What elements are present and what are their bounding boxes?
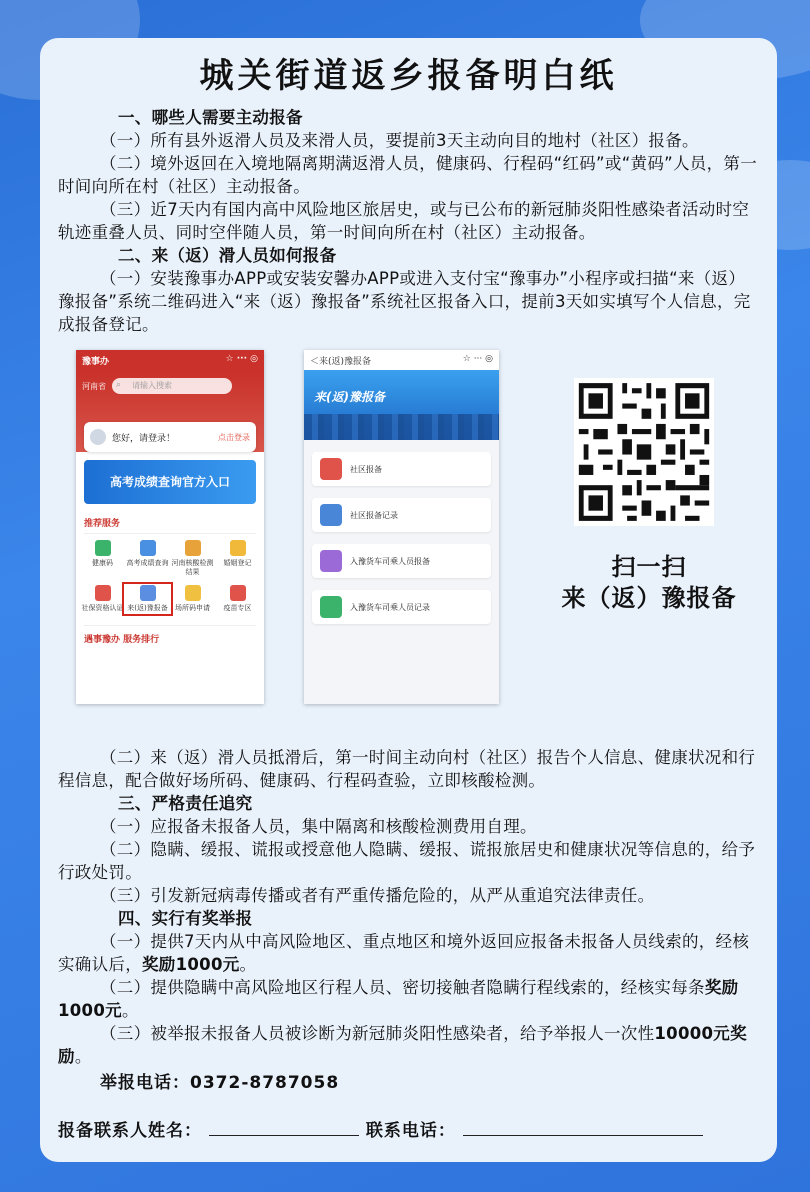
qr-caption-line-1: 扫一扫 bbox=[611, 553, 687, 581]
bottom-tabs[interactable]: 遇事豫办 服务排行 bbox=[84, 625, 256, 645]
section-1-heading: 一、哪些人需要主动报备 bbox=[118, 108, 303, 127]
community-icon bbox=[320, 458, 342, 480]
qr-caption bbox=[544, 552, 754, 614]
notice-card bbox=[40, 38, 777, 1162]
page-title: 城关街道返乡报备明白纸 bbox=[199, 56, 618, 96]
section-1-item-3: （三）近7天内有国内高中风险地区旅居史，或与已公布的新冠肺炎阳性感染者活动时空轨迹重叠人员、同时空伴随人员，第一时间向所在村（社区）主动报备。 bbox=[58, 200, 750, 242]
section-1-item-1: （一）所有县外返滑人员及来滑人员，要提前3天主动向目的地村（社区）报备。 bbox=[100, 131, 699, 150]
section-3-item-3: （三）引发新冠病毒传播或者有严重传播危险的，从严从重追究法律责任。 bbox=[100, 886, 655, 905]
test-icon bbox=[185, 540, 201, 556]
region-select[interactable]: 河南省 bbox=[82, 382, 106, 391]
health-code-icon bbox=[95, 540, 111, 556]
app-topbar bbox=[76, 350, 264, 372]
report-icon bbox=[140, 585, 156, 601]
report-back-title[interactable]: ＜来(返)豫报备 bbox=[310, 357, 372, 367]
social-security-icon bbox=[95, 585, 111, 601]
avatar bbox=[90, 429, 106, 445]
vaccine-icon bbox=[230, 585, 246, 601]
more-icon: ☆ ··· ◎ bbox=[225, 354, 258, 364]
reward-amount-1: 奖励1000元 bbox=[142, 955, 240, 974]
service-social-security[interactable]: 社保资格认证 bbox=[80, 585, 125, 613]
reward-amount-2: 奖励1000元 bbox=[58, 978, 739, 1020]
section-2-heading: 二、来（返）滑人员如何报备 bbox=[118, 246, 337, 265]
service-nucleic-test[interactable]: 河南核酸检测结果 bbox=[170, 540, 215, 577]
section-2-item-1: （一）安装豫事办APP或安装安馨办APP或进入支付宝“豫事办”小程序或扫描“来（返）豫报备”系统二维码进入“来（返）豫报备”系统社区报备入口，提前3天如实填写个人信息，完成报备登记。 bbox=[58, 269, 751, 334]
search-icon: ⌕ bbox=[116, 380, 122, 390]
services-title: 推荐服务 bbox=[84, 516, 256, 534]
city-skyline bbox=[304, 414, 499, 440]
section-3-item-2: （二）隐瞒、缓报、谎报或授意他人隐瞒、缓报、谎报旅居史和健康状况等信息的，给予行政处罚。 bbox=[58, 840, 756, 882]
login-button[interactable]: 点击登录 bbox=[218, 432, 250, 442]
report-header bbox=[304, 370, 499, 440]
section-4-item-2: （二）提供隐瞒中高风险地区行程人员、密切接触者隐瞒行程线索的，经核实每条奖励1000元。 bbox=[58, 978, 739, 1020]
section-3-item-1: （一）应报备未报备人员，集中隔离和核酸检测费用自理。 bbox=[100, 817, 537, 836]
yushiban-app-screenshot bbox=[76, 350, 264, 704]
service-vaccine[interactable]: 疫苗专区 bbox=[215, 585, 260, 613]
contact-name-field[interactable] bbox=[209, 1119, 359, 1136]
service-venue-code[interactable]: 场所码申请 bbox=[170, 585, 215, 613]
app-screenshots bbox=[58, 350, 759, 740]
service-health-code[interactable]: 健康码 bbox=[80, 540, 125, 577]
service-marriage[interactable]: 婚姻登记 bbox=[215, 540, 260, 577]
more-icon: ☆ ··· ◎ bbox=[462, 354, 493, 364]
app-name: 豫事办 bbox=[82, 357, 110, 367]
contact-line bbox=[58, 1116, 703, 1141]
report-system-screenshot bbox=[304, 350, 499, 704]
section-4-item-3: （三）被举报未报备人员被诊断为新冠肺炎阳性感染者，给予举报人一次性10000元奖励。 bbox=[58, 1024, 747, 1066]
qr-code-icon bbox=[574, 378, 714, 526]
menu-truck-report[interactable]: 入豫货车司乘人员报备 bbox=[312, 544, 491, 578]
venue-code-icon bbox=[185, 585, 201, 601]
login-bar[interactable] bbox=[84, 422, 256, 452]
section-1-item-2: （二）境外返回在入境地隔离期满返滑人员，健康码、行程码“红码”或“黄码”人员，第一时间向所在村（社区）主动报备。 bbox=[58, 154, 757, 196]
contact-phone-label: 联系电话： bbox=[365, 1121, 456, 1141]
marriage-icon bbox=[230, 540, 246, 556]
contact-name-label: 报备联系人姓名： bbox=[58, 1121, 202, 1141]
truck-record-icon bbox=[320, 596, 342, 618]
menu-truck-record[interactable]: 入豫货车司乘人员记录 bbox=[312, 590, 491, 624]
qr-caption-line-2: 来（返）豫报备 bbox=[561, 584, 737, 612]
section-4-item-1: （一）提供7天内从中高风险地区、重点地区和境外返回应报备未报备人员线索的，经核实确认后，奖励1000元。 bbox=[58, 932, 750, 974]
report-phone: 举报电话：0372-8787058 bbox=[100, 1073, 340, 1093]
section-3-heading: 三、严格责任追究 bbox=[118, 794, 253, 813]
report-header-title: 来(返)豫报备 bbox=[314, 390, 385, 404]
section-2-item-2: （二）来（返）滑人员抵滑后，第一时间主动向村（社区）报告个人信息、健康状况和行程信息，配合做好场所码、健康码、行程码查验，立即核酸检测。 bbox=[58, 748, 756, 790]
services-grid bbox=[80, 540, 260, 613]
login-hint: 您好，请登录！ bbox=[112, 433, 176, 444]
service-exam-score[interactable]: 高考成绩查询 bbox=[125, 540, 170, 577]
truck-icon bbox=[320, 550, 342, 572]
search-input[interactable]: 请输入搜索 bbox=[112, 378, 232, 394]
reward-amount-3: 10000元奖励 bbox=[58, 1024, 747, 1066]
section-4-heading: 四、实行有奖举报 bbox=[118, 909, 253, 928]
exam-icon bbox=[140, 540, 156, 556]
contact-phone-field[interactable] bbox=[463, 1119, 703, 1136]
record-icon bbox=[320, 504, 342, 526]
menu-report-record[interactable]: 社区报备记录 bbox=[312, 498, 491, 532]
menu-community-report[interactable]: 社区报备 bbox=[312, 452, 491, 486]
promo-banner[interactable]: 高考成绩查询官方入口 bbox=[84, 460, 256, 504]
report-topbar bbox=[304, 350, 499, 370]
service-return-report[interactable]: 来(返)豫报备 bbox=[125, 585, 170, 613]
